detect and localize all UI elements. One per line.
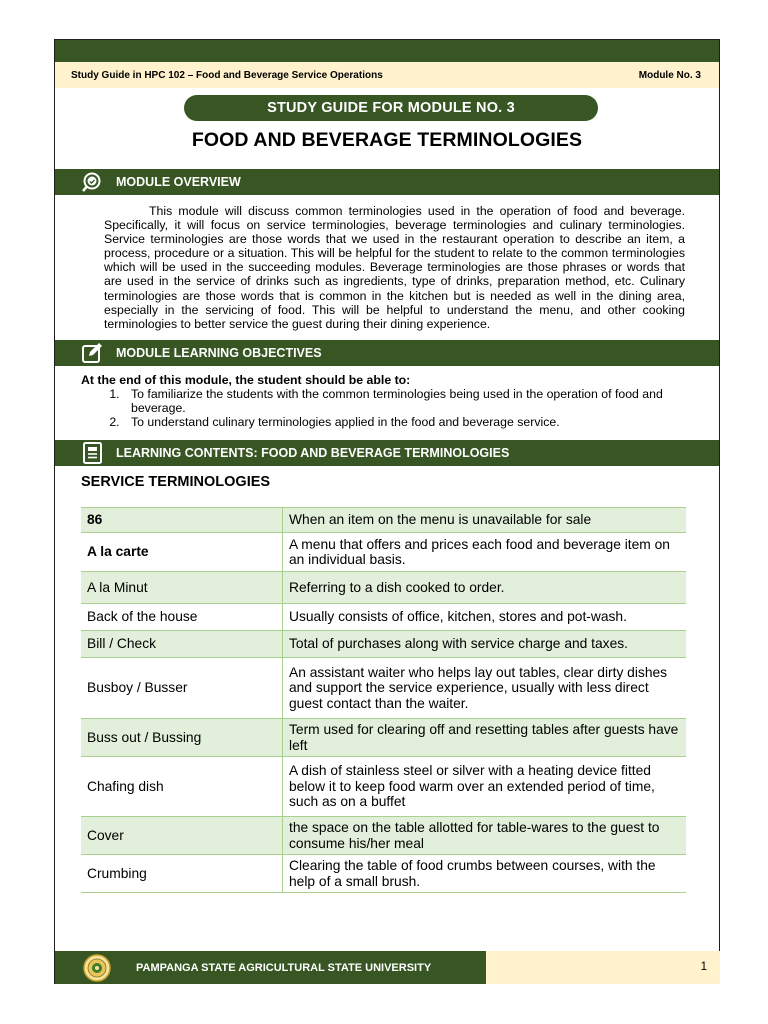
- definition-cell: Clearing the table of food crumbs between courses, with the help of a small brush.: [283, 855, 687, 893]
- term-cell: Chafing dish: [81, 757, 283, 817]
- objectives-lead: At the end of this module, the student should be able to:: [81, 373, 411, 387]
- term-cell: Back of the house: [81, 604, 283, 631]
- service-terminologies-table: [81, 507, 686, 893]
- definition-cell: Referring to a dish cooked to order.: [283, 572, 687, 604]
- definition-cell: Usually consists of office, kitchen, stores and pot-wash.: [283, 604, 687, 631]
- objectives-block: [81, 373, 691, 429]
- term-cell: Bill / Check: [81, 631, 283, 658]
- term-cell: 86: [81, 508, 283, 533]
- overview-paragraph: This module will discuss common terminologies used in the operation of food and beverage. Specifically, it will focus on service terminologies, beverage terminologies and culinary terminologies. Service terminologies are those words that we used in the restaurant operation to describe an item, a process, procedure or a situation. This will be helpful for the student to relate to the common terminologies which will be used in the succeeding modules. Beverage terminologies are those phrases or words that are used in the service of drinks such as ingredients, type of drinks, preparation method, etc. Culinary terminologies are those words that is common in the kitchen but is needed as well in the dining area, especially in the servicing of food. This will be helpful to understand the menu, and other cooking terminologies to better service the guest during their dining experience.: [104, 204, 685, 331]
- definition-cell: A dish of stainless steel or silver with a heating device fitted below it to keep food warm over an extended period of time, such as on a buffet: [283, 757, 687, 817]
- table-row: [81, 631, 686, 658]
- table-row: [81, 757, 686, 817]
- objective-item: 2. To understand culinary terminologies applied in the food and beverage service.: [123, 415, 691, 429]
- module-overview-label: MODULE OVERVIEW: [116, 175, 241, 189]
- table-row: [81, 508, 686, 533]
- magnifier-icon: [81, 171, 105, 193]
- definition-cell: Term used for clearing off and resetting tables after guests have left: [283, 719, 687, 757]
- page-footer: [55, 951, 719, 984]
- university-seal-icon: [83, 954, 111, 982]
- learning-objectives-label: MODULE LEARNING OBJECTIVES: [116, 346, 322, 360]
- footer-yellow-band: [486, 951, 720, 984]
- term-cell: A la carte: [81, 533, 283, 572]
- page-title: FOOD AND BEVERAGE TERMINOLOGIES: [191, 129, 583, 151]
- table-row: [81, 855, 686, 893]
- document-icon: [81, 442, 105, 464]
- term-cell: Busboy / Busser: [81, 658, 283, 719]
- term-cell: Buss out / Bussing: [81, 719, 283, 757]
- definition-cell: Total of purchases along with service charge and taxes.: [283, 631, 687, 658]
- university-name: PAMPANGA STATE AGRICULTURAL STATE UNIVERSITY: [136, 962, 432, 974]
- study-guide-page: [54, 39, 720, 984]
- definition-cell: When an item on the menu is unavailable for sale: [283, 508, 687, 533]
- definition-cell: An assistant waiter who helps lay out tables, clear dirty dishes and support the service experience, usually with less direct guest contact than the waiter.: [283, 658, 687, 719]
- table-row: [81, 658, 686, 719]
- table-row: [81, 719, 686, 757]
- term-cell: A la Minut: [81, 572, 283, 604]
- top-bar: [55, 40, 719, 62]
- objective-item: 1. To familiarize the students with the common terminologies being used in the operation of food and beverage.: [123, 387, 691, 415]
- page-number: 1: [700, 961, 707, 973]
- objectives-list: [81, 387, 691, 429]
- table-row: [81, 604, 686, 631]
- term-cell: Crumbing: [81, 855, 283, 893]
- table-row: [81, 533, 686, 572]
- edit-icon: [81, 342, 105, 364]
- learning-contents-label: LEARNING CONTENTS: FOOD AND BEVERAGE TERMINOLOGIES: [116, 446, 510, 460]
- module-number: Module No. 3: [638, 69, 701, 81]
- term-cell: Cover: [81, 817, 283, 855]
- table-row: [81, 572, 686, 604]
- learning-objectives-header: [55, 340, 719, 366]
- learning-contents-header: [55, 440, 719, 466]
- table-row: [81, 817, 686, 855]
- service-terminologies-title: SERVICE TERMINOLOGIES: [81, 474, 271, 490]
- running-header: [55, 62, 719, 88]
- module-overview-header: [55, 169, 719, 195]
- course-title: Study Guide in HPC 102 – Food and Beverage Service Operations: [71, 69, 383, 81]
- definition-cell: the space on the table allotted for table-wares to the guest to consume his/her meal: [283, 817, 687, 855]
- module-banner: STUDY GUIDE FOR MODULE NO. 3: [184, 95, 598, 121]
- definition-cell: A menu that offers and prices each food and beverage item on an individual basis.: [283, 533, 687, 572]
